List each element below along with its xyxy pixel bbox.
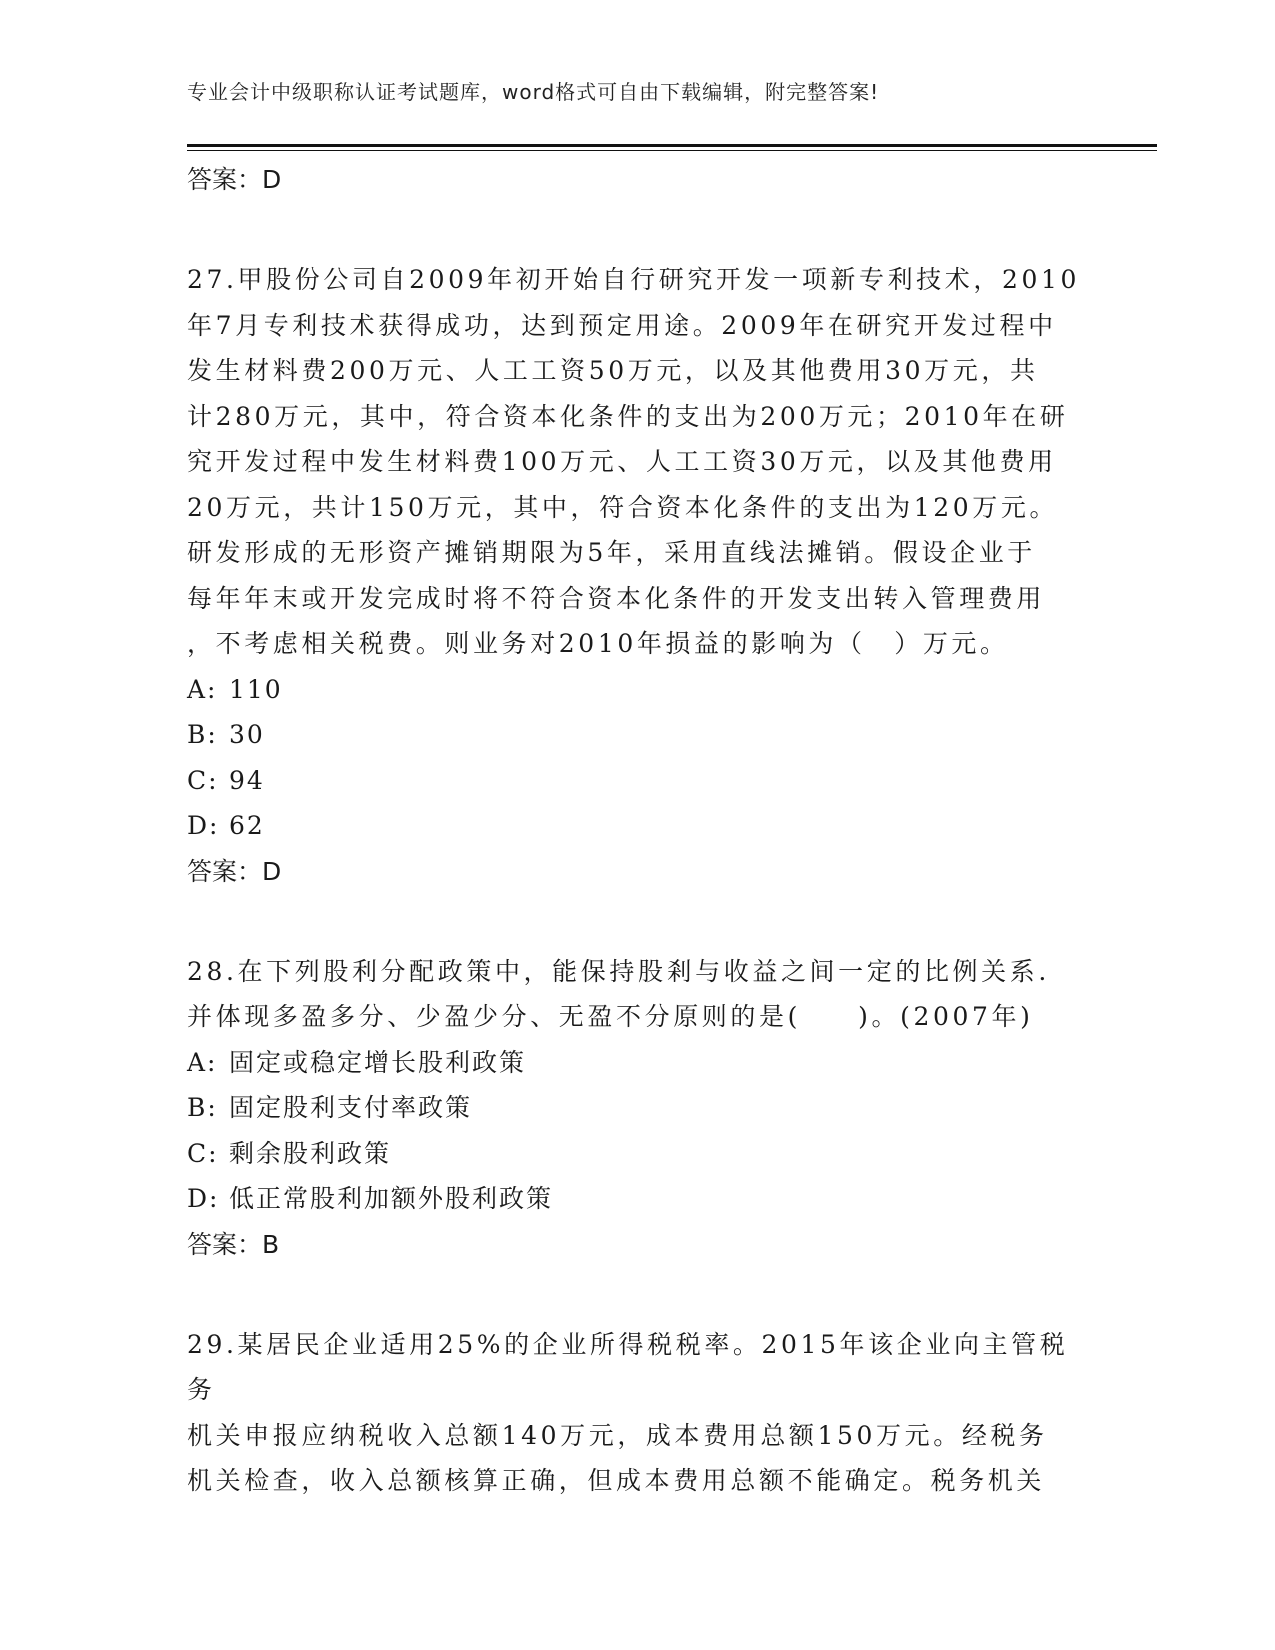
header-rule-thick — [187, 144, 1157, 147]
option-a — [187, 667, 1087, 713]
header-rule-thin — [187, 150, 1157, 151]
option-text: 剩余股利政策 — [229, 1138, 392, 1168]
option-b — [187, 1085, 1087, 1131]
option-label: A: — [187, 674, 218, 704]
document-body — [187, 157, 1087, 1504]
page-header: 专业会计中级职称认证考试题库，word格式可自由下载编辑，附完整答案! — [187, 80, 880, 104]
option-text: 固定股利支付率政策 — [229, 1093, 473, 1122]
option-label: C: — [187, 1138, 219, 1168]
option-label: B: — [187, 720, 218, 749]
option-text: 62 — [229, 811, 265, 840]
question-29 — [187, 1322, 1087, 1504]
option-label: C: — [187, 765, 219, 795]
option-text: 94 — [229, 765, 265, 795]
option-text: 低正常股利加额外股利政策 — [229, 1184, 554, 1213]
question-line: 27.甲股份公司自2009年初开始自行研究开发一项新专利技术，2010 — [187, 265, 1081, 294]
question-line: 机关申报应纳税收入总额140万元，成本费用总额150万元。经税务 — [187, 1420, 1048, 1450]
answer: 答案：D — [187, 856, 282, 886]
question-line: 每年年末或开发完成时将不符合资本化条件的开发支出转入管理费用 — [187, 583, 1046, 613]
question-line: 发生材料费200万元、人工工资50万元，以及其他费用30万元，共 — [187, 356, 1039, 385]
question-27 — [187, 257, 1087, 895]
option-d — [187, 1176, 1087, 1222]
question-line: 并体现多盈多分、少盈少分、无盈不分原则的是( )。(2007年) — [187, 1002, 1034, 1031]
option-b — [187, 712, 1087, 758]
question-line: 28.在下列股利分配政策中，能保持股剎与收益之间一定的比例关系. — [187, 956, 1050, 986]
option-c — [187, 1131, 1087, 1177]
option-text: 30 — [229, 720, 265, 749]
question-line: 机关检查，收入总额核算正确，但成本费用总额不能确定。税务机关 — [187, 1466, 1046, 1495]
option-c — [187, 758, 1087, 804]
option-text: 固定或稳定增长股利政策 — [229, 1047, 527, 1077]
option-label: A: — [187, 1047, 218, 1077]
question-28 — [187, 949, 1087, 1268]
question-line: 20万元，共计150万元，其中，符合资本化条件的支出为120万元。 — [187, 492, 1059, 522]
previous-answer: 答案：D — [187, 165, 282, 194]
option-d — [187, 803, 1087, 849]
option-label: D: — [187, 811, 220, 840]
option-label: D: — [187, 1184, 220, 1213]
question-line: 计280万元，其中，符合资本化条件的支出为200万元；2010年在研 — [187, 401, 1069, 431]
option-a — [187, 1040, 1087, 1086]
question-line: ，不考虑相关税费。则业务对2010年损益的影响为（ ）万元。 — [187, 629, 1009, 658]
option-text: 110 — [229, 674, 283, 704]
option-label: B: — [187, 1093, 218, 1122]
question-line: 年7月专利技术获得成功，达到预定用途。2009年在研究开发过程中 — [187, 310, 1057, 340]
question-line: 究开发过程中发生材料费100万元、人工工资30万元，以及其他费用 — [187, 447, 1057, 476]
answer: 答案：B — [187, 1229, 280, 1259]
question-line: 研发形成的无形资产摊销期限为5年，采用直线法摊销。假设企业于 — [187, 538, 1036, 567]
question-line: 29.某居民企业适用25%的企业所得税税率。2015年该企业向主管税务 — [187, 1329, 1069, 1404]
